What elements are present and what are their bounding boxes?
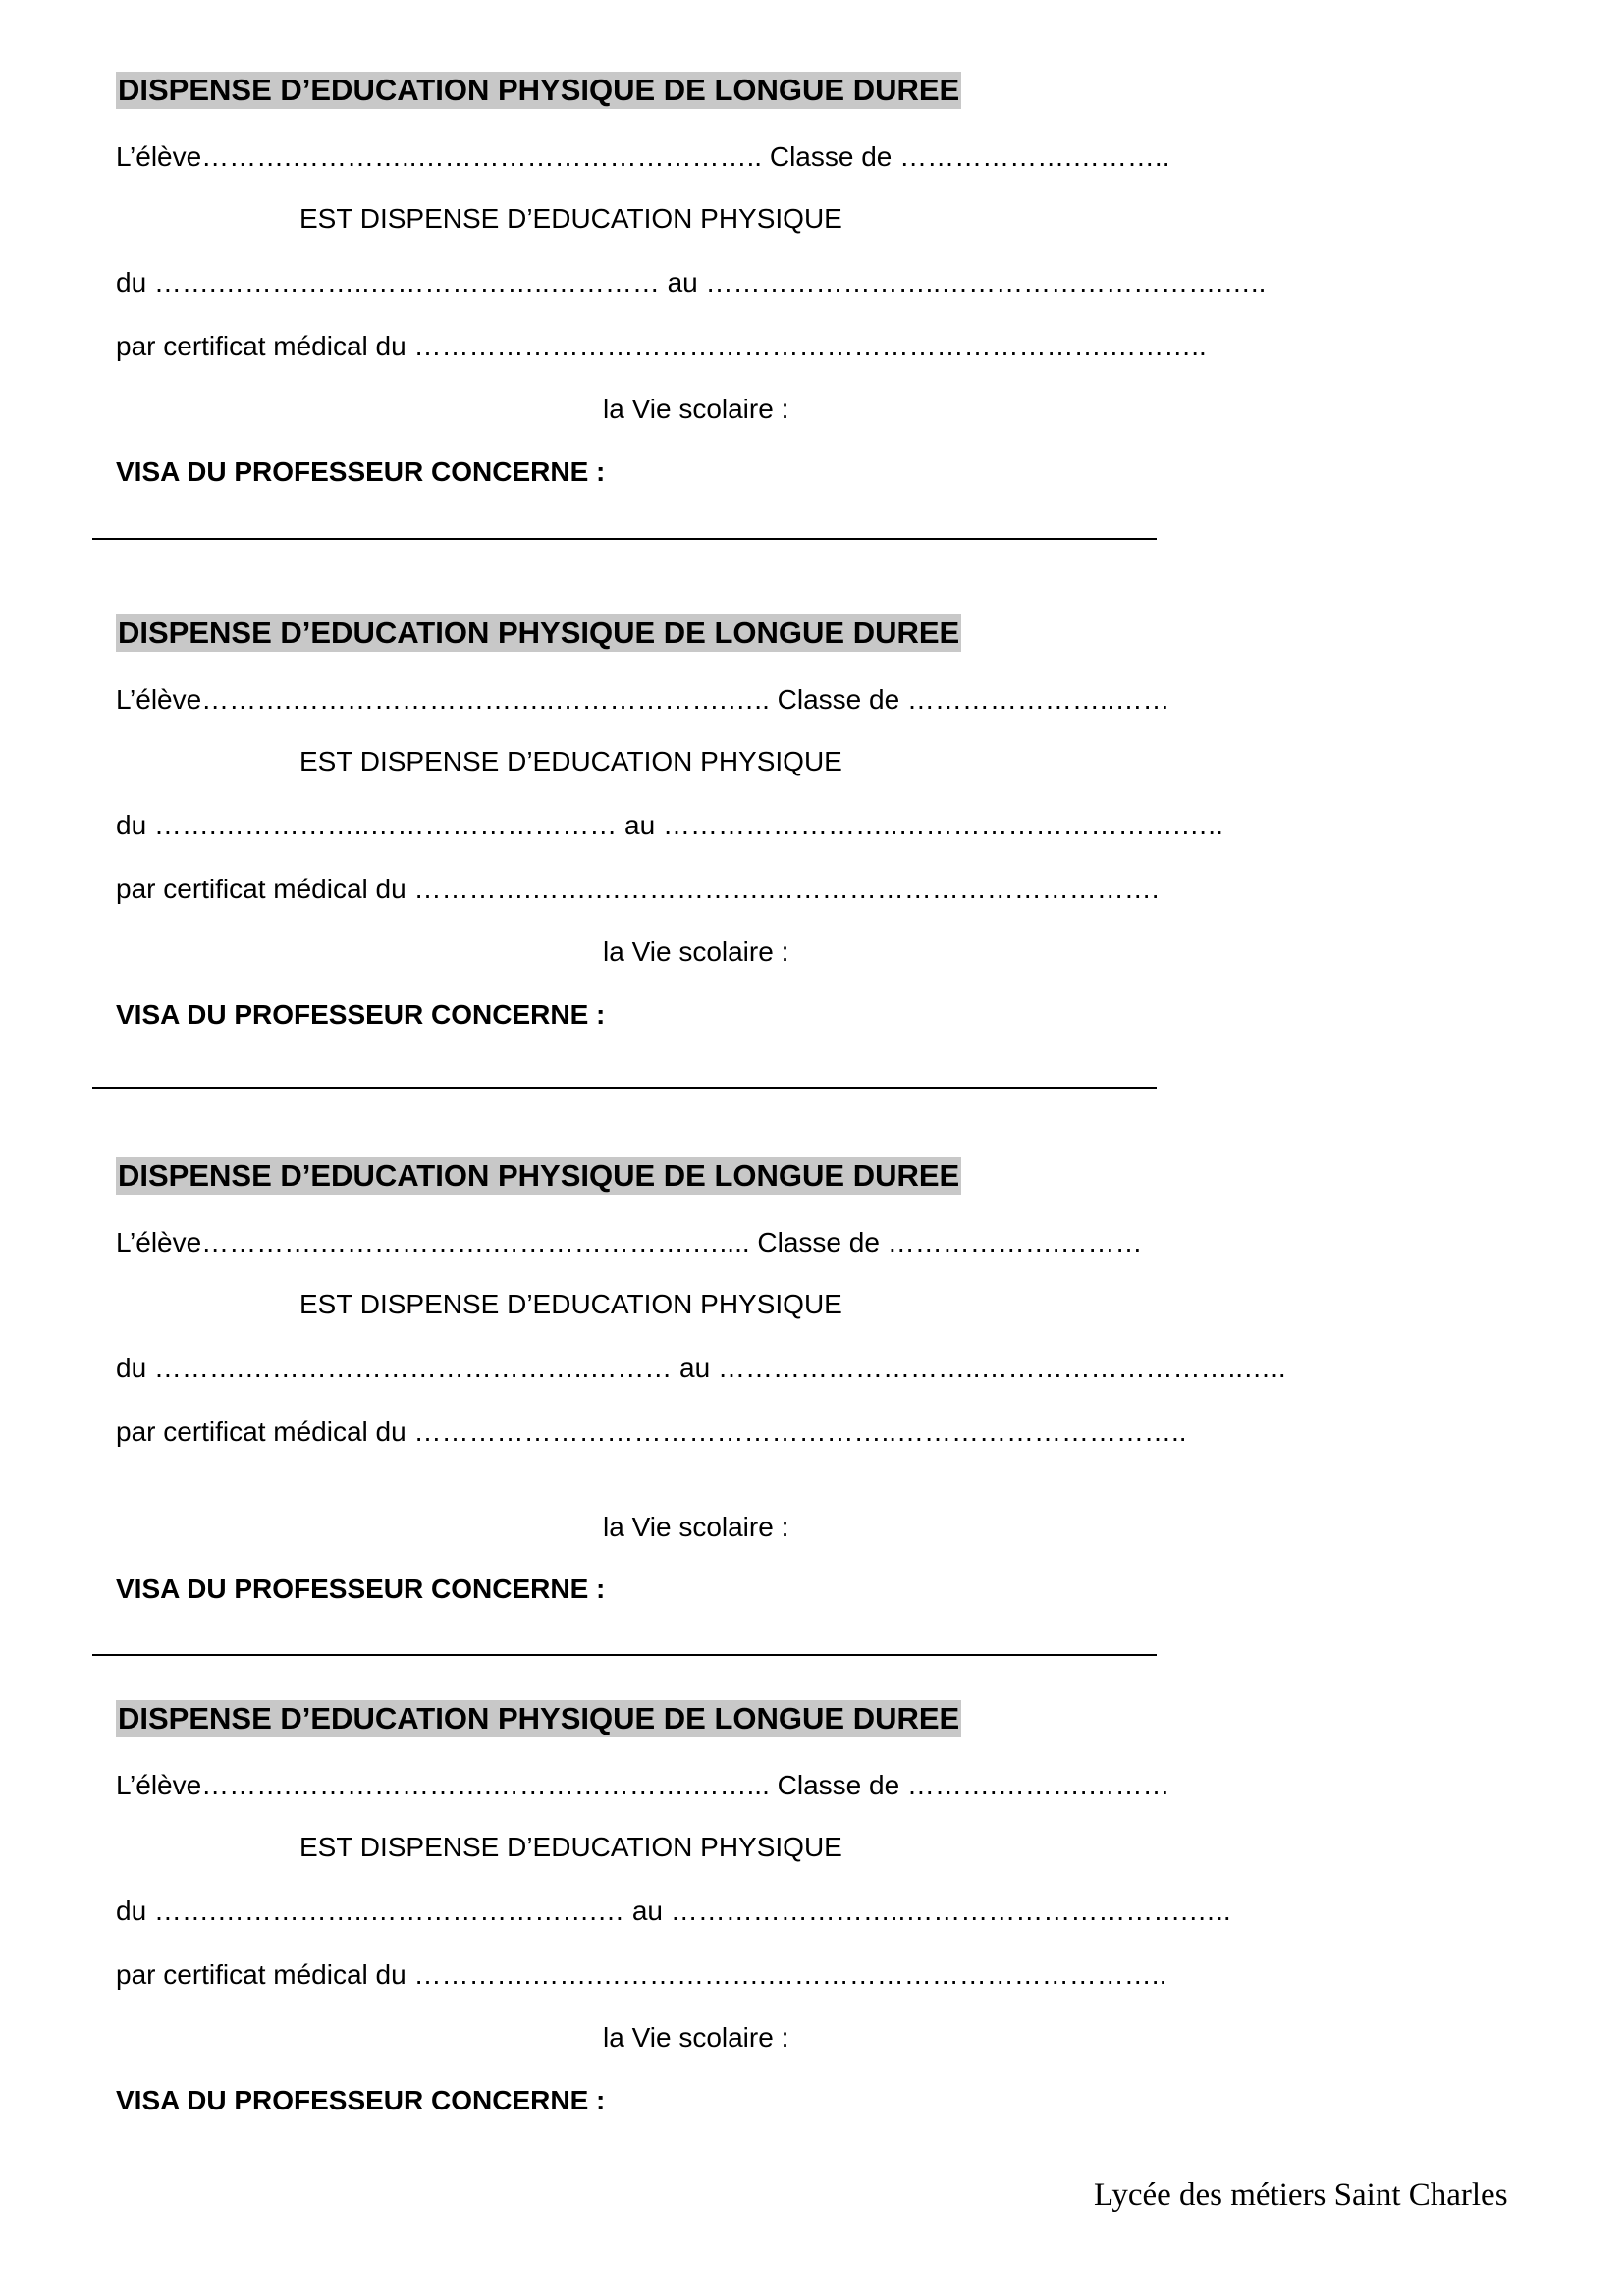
dispense-statement: EST DISPENSE D’EDUCATION PHYSIQUE <box>299 1289 842 1319</box>
dispense-form-1 <box>0 72 1624 602</box>
certificat-line: par certificat médical du ………………………………………………………………….……….. <box>116 331 1207 361</box>
form-title: DISPENSE D’EDUCATION PHYSIQUE DE LONGUE DUREE <box>118 73 960 107</box>
certificat-line: par certificat médical du ……………………………………………..………………………….. <box>116 1416 1187 1447</box>
vie-scolaire-label: la Vie scolaire : <box>603 2022 789 2053</box>
dates-line: du …….……………..……………………… au ……………………..………………………….….. <box>116 810 1223 840</box>
form-title: DISPENSE D’EDUCATION PHYSIQUE DE LONGUE DUREE <box>118 615 960 650</box>
dispense-form-2 <box>0 614 1624 1145</box>
certificat-line: par certificat médical du ………….…….……………….…………………………………….. <box>116 1959 1167 1990</box>
dispense-statement: EST DISPENSE D’EDUCATION PHYSIQUE <box>299 1832 842 1862</box>
dispense-statement: EST DISPENSE D’EDUCATION PHYSIQUE <box>299 203 842 234</box>
school-name-footer: Lycée des métiers Saint Charles <box>1094 2177 1508 2213</box>
dispense-form-3 <box>0 1157 1624 1687</box>
visa-professeur-label: VISA DU PROFESSEUR CONCERNE : <box>116 1574 606 1604</box>
dates-line: du …….……………..………………..………… au ……………………..………………………….….. <box>116 267 1267 297</box>
vie-scolaire-label: la Vie scolaire : <box>603 1512 789 1542</box>
separator-line <box>92 538 1157 540</box>
eleve-classe-line: L’élève……….………………………..……………….….. Classe de …………………..…… <box>116 684 1170 715</box>
form-title: DISPENSE D’EDUCATION PHYSIQUE DE LONGUE DUREE <box>118 1701 960 1735</box>
vie-scolaire-label: la Vie scolaire : <box>603 936 789 967</box>
dispense-statement: EST DISPENSE D’EDUCATION PHYSIQUE <box>299 746 842 776</box>
visa-professeur-label: VISA DU PROFESSEUR CONCERNE : <box>116 999 606 1030</box>
certificat-line: par certificat médical du ………….…….……………….……………………………………. <box>116 874 1160 904</box>
dispense-form-4 <box>0 1700 1624 2230</box>
eleve-classe-line: L’élève……….………………….………………….……... Classe de ……….……….……… <box>116 1770 1170 1800</box>
visa-professeur-label: VISA DU PROFESSEUR CONCERNE : <box>116 2085 606 2115</box>
separator-line <box>92 1654 1157 1656</box>
dates-line: du ……….………………………………..……… au ………………………..………………………..….. <box>116 1353 1286 1383</box>
visa-professeur-label: VISA DU PROFESSEUR CONCERNE : <box>116 456 606 487</box>
eleve-classe-line: L’élève………….……………….………………….….... Classe de ……………….……… <box>116 1227 1143 1257</box>
dates-line: du …….……………..…………………….… au ……………………..………………………….….. <box>116 1896 1231 1926</box>
form-title: DISPENSE D’EDUCATION PHYSIQUE DE LONGUE DUREE <box>118 1158 960 1193</box>
separator-line <box>92 1087 1157 1089</box>
vie-scolaire-label: la Vie scolaire : <box>603 394 789 424</box>
eleve-classe-line: L’élève……….…………..……………………………….. Classe de ……………….……….. <box>116 141 1170 172</box>
